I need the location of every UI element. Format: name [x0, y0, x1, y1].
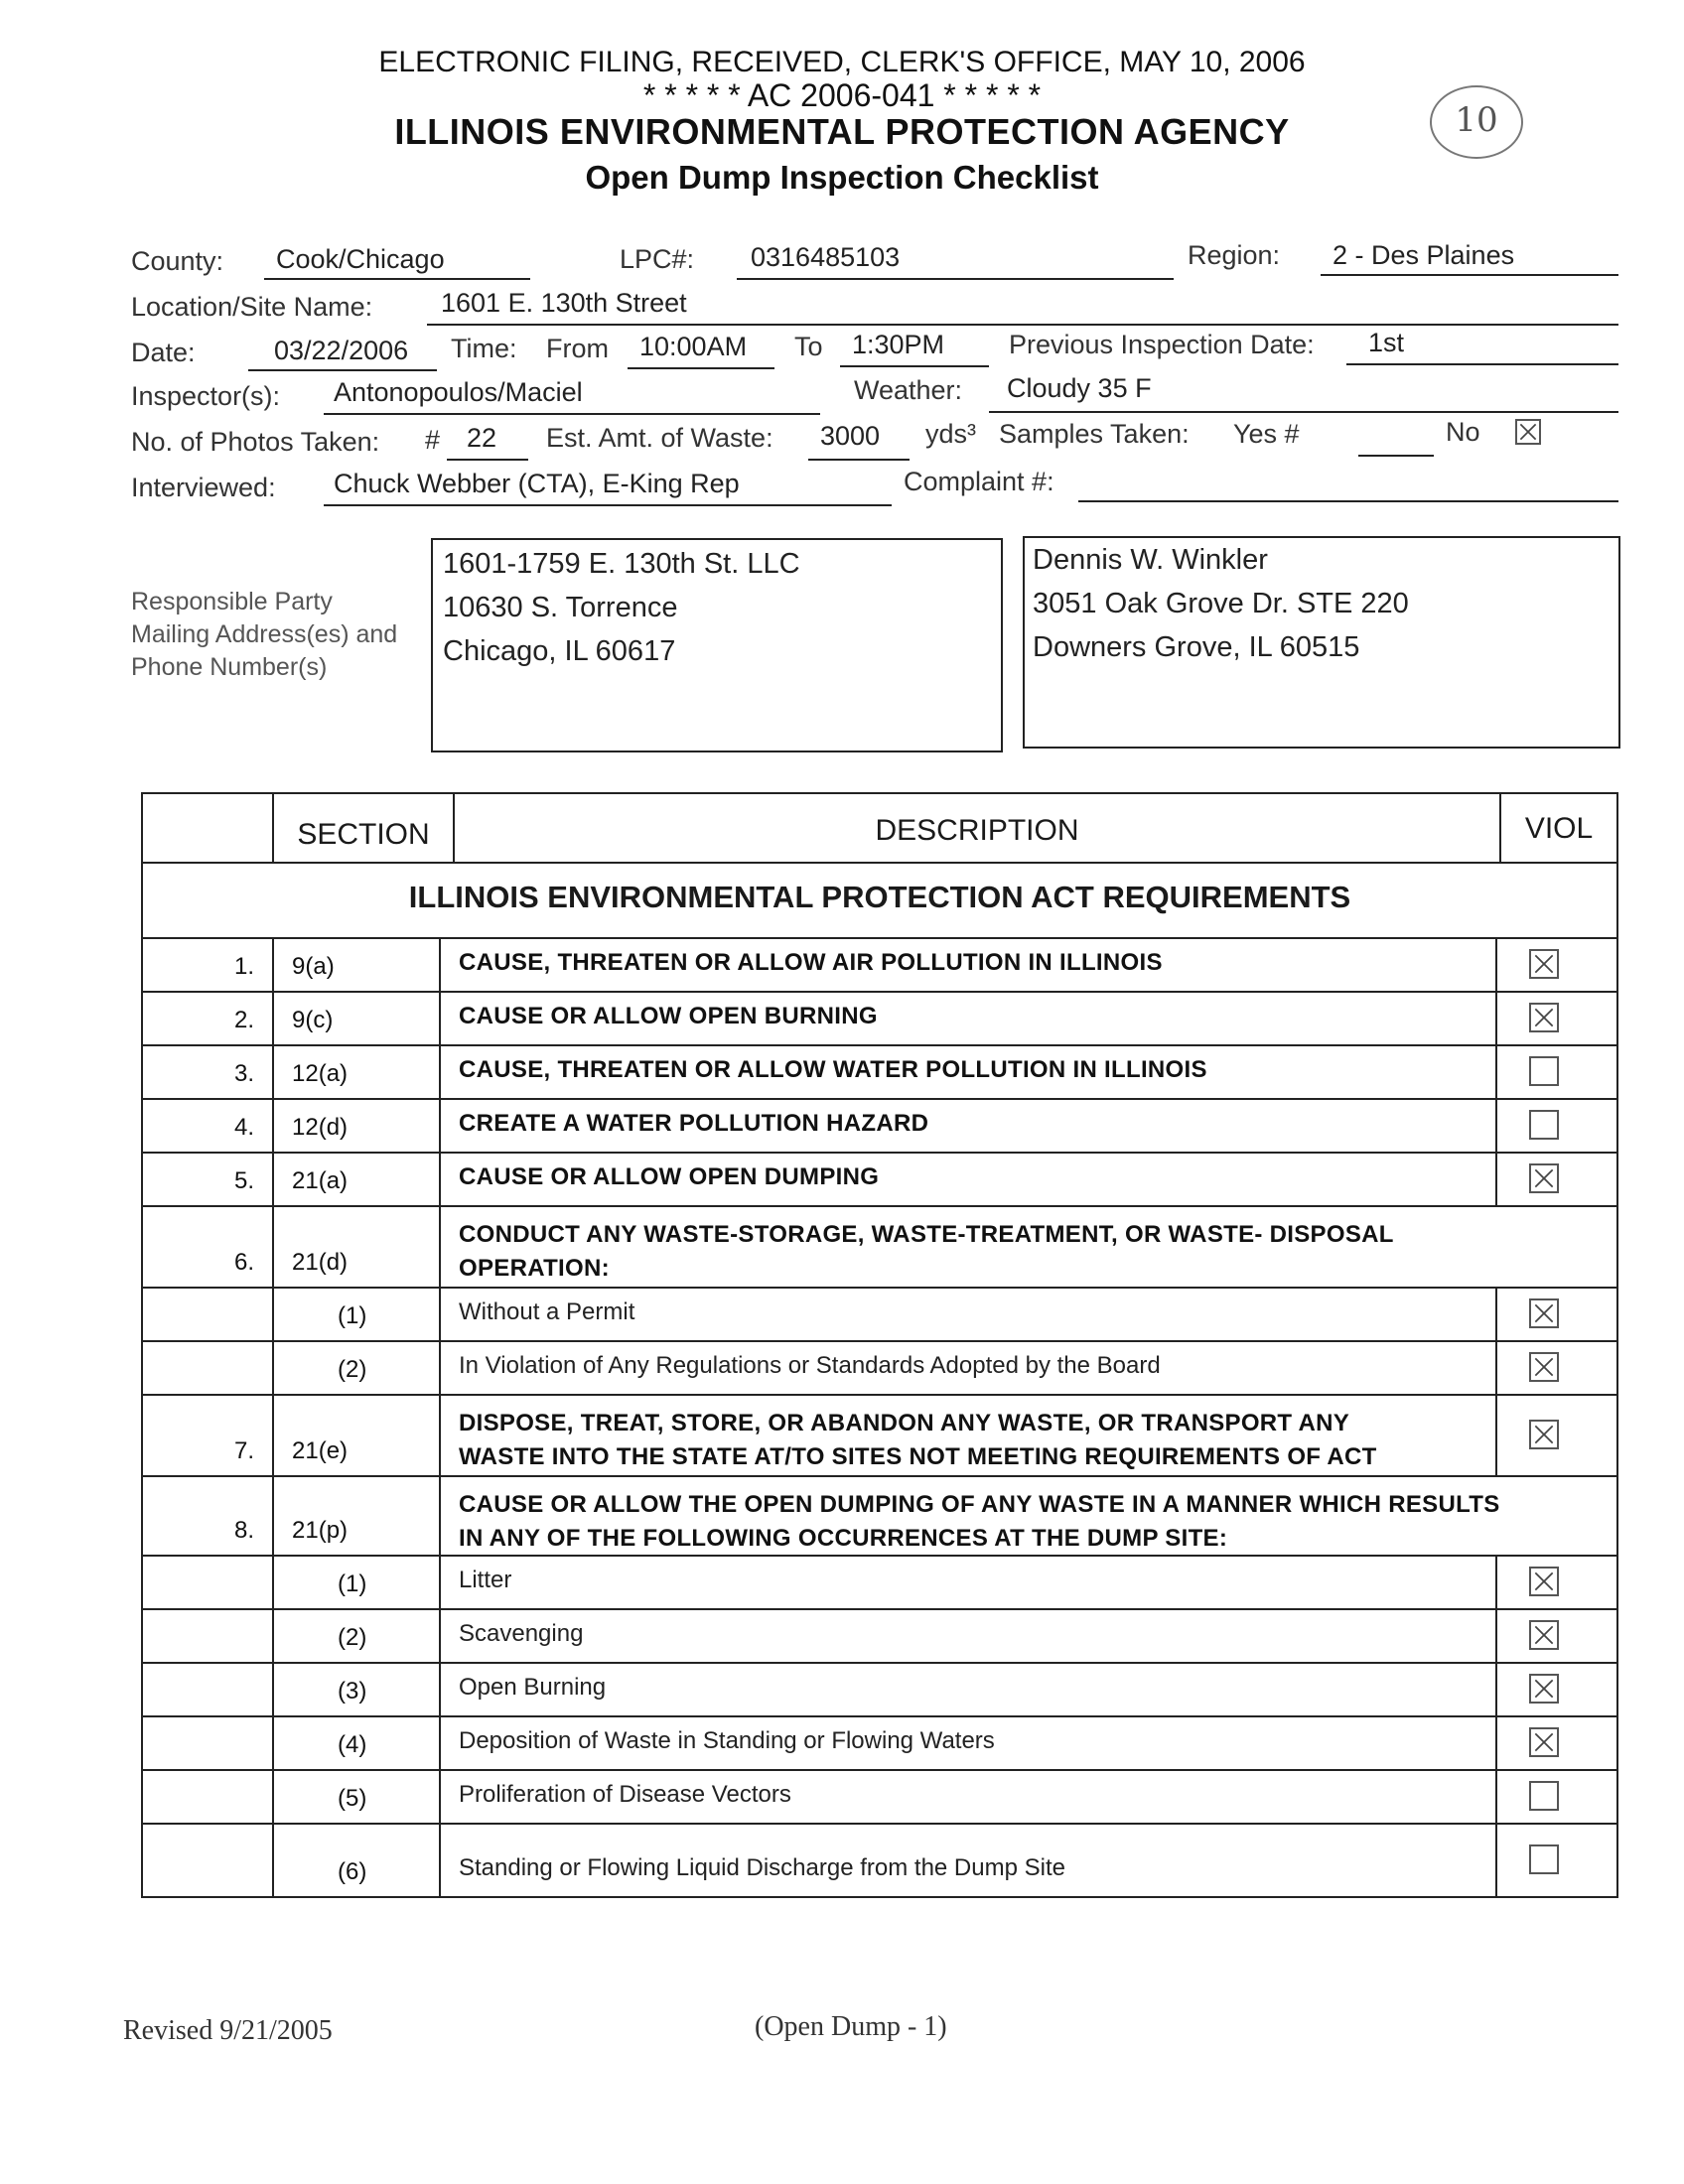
row-description: In Violation of Any Regulations or Standards Adopted by the Board [459, 1352, 1161, 1379]
weather-label: Weather: [854, 375, 963, 405]
table-row-divider [439, 1287, 441, 1340]
table-row-divider [1495, 1340, 1497, 1394]
row-section: 9(c) [292, 1007, 334, 1033]
county-value: Cook/Chicago [276, 244, 445, 274]
table-row-divider [439, 1662, 441, 1715]
violation-checkbox[interactable] [1529, 1844, 1559, 1874]
filing-stamp: ELECTRONIC FILING, RECEIVED, CLERK'S OFFICE, MAY 10, 2006 [378, 46, 1306, 78]
complaint-label: Complaint #: [904, 467, 1054, 496]
complaint-line[interactable] [1078, 500, 1618, 502]
table-row-divider [272, 1608, 274, 1662]
row-number: 8. [233, 1517, 254, 1544]
row-description-line-1: CAUSE OR ALLOW THE OPEN DUMPING OF ANY WASTE IN A MANNER WHICH RESULTS [459, 1491, 1500, 1518]
row-section: 9(a) [292, 953, 335, 980]
row-description-line-2: IN ANY OF THE FOLLOWING OCCURRENCES AT THE DUMP SITE: [459, 1525, 1228, 1552]
row-number: 7. [233, 1437, 254, 1464]
checkmark-x-icon [1531, 1676, 1557, 1702]
checkmark-x-icon [1531, 1569, 1557, 1594]
date-label: Date: [131, 338, 196, 367]
checkmark-x-icon [1531, 1622, 1557, 1648]
table-row-divider [272, 1475, 274, 1555]
violation-checkbox[interactable] [1529, 1727, 1559, 1757]
row-description: Open Burning [459, 1674, 607, 1701]
table-row-divider [1495, 1287, 1497, 1340]
row-number: 5. [233, 1167, 254, 1194]
table-row-divider [272, 1287, 274, 1340]
site-name-line [427, 324, 1618, 326]
form-title: Open Dump Inspection Checklist [585, 159, 1099, 196]
table-row-divider [439, 1152, 441, 1205]
photos-hash: # [425, 425, 441, 455]
region-line [1321, 274, 1618, 276]
table-row-divider [1495, 937, 1497, 991]
table-header-rule [141, 862, 1618, 864]
previous-inspection-line [1346, 363, 1618, 365]
table-row-rule [141, 1555, 1618, 1557]
table-row-divider [439, 1715, 441, 1769]
row-section: (5) [338, 1785, 367, 1812]
time-from-line [628, 367, 774, 369]
table-row-divider [272, 1555, 274, 1608]
table-row-divider [1495, 1394, 1497, 1475]
table-row-divider [1495, 1152, 1497, 1205]
table-row-divider [439, 1608, 441, 1662]
row-number: 6. [233, 1249, 254, 1276]
table-row-rule [141, 1098, 1618, 1100]
table-banner-rule [141, 937, 1618, 939]
table-row-divider [1495, 1608, 1497, 1662]
table-row-divider [439, 991, 441, 1044]
inspector-line [324, 413, 820, 415]
party2-line-2: 3051 Oak Grove Dr. STE 220 [1033, 588, 1409, 619]
row-description: Without a Permit [459, 1298, 635, 1325]
row-section: (3) [338, 1678, 367, 1705]
table-row-divider [1495, 1555, 1497, 1608]
time-to-label: To [794, 332, 823, 361]
table-row-divider [272, 1715, 274, 1769]
table-row-divider [1495, 1823, 1497, 1896]
table-row-rule [141, 1340, 1618, 1342]
row-section: (2) [338, 1624, 367, 1651]
table-row-divider [439, 1555, 441, 1608]
interviewed-value: Chuck Webber (CTA), E-King Rep [334, 469, 740, 498]
row-section: 21(a) [292, 1167, 349, 1194]
table-row-divider [1495, 991, 1497, 1044]
violation-checkbox[interactable] [1529, 1163, 1559, 1193]
photos-value: 22 [467, 423, 497, 453]
waste-label: Est. Amt. of Waste: [546, 423, 773, 453]
table-row-divider [439, 1394, 441, 1475]
row-number: 3. [233, 1060, 254, 1087]
table-row-rule [141, 1608, 1618, 1610]
waste-line [808, 459, 910, 461]
table-row-divider [272, 1394, 274, 1475]
row-description: Deposition of Waste in Standing or Flowing Waters [459, 1727, 995, 1754]
table-row-divider [272, 1340, 274, 1394]
date-value: 03/22/2006 [274, 336, 409, 365]
table-top-rule [141, 792, 1618, 794]
lpc-value: 0316485103 [751, 242, 901, 272]
county-label: County: [131, 246, 224, 276]
row-description-line-1: DISPOSE, TREAT, STORE, OR ABANDON ANY WASTE, OR TRANSPORT ANY [459, 1410, 1350, 1436]
samples-label: Samples Taken: [999, 419, 1190, 449]
checkmark-x-icon [1531, 1300, 1557, 1326]
site-name-label: Location/Site Name: [131, 292, 373, 322]
revised-date: Revised 9/21/2005 [123, 2015, 333, 2046]
samples-yes-label: Yes # [1233, 419, 1300, 449]
checkmark-x-icon [1531, 1729, 1557, 1755]
table-row-divider [272, 991, 274, 1044]
handwritten-note: 10 [1430, 85, 1523, 159]
row-section: 21(p) [292, 1517, 349, 1544]
case-number: * * * * * AC 2006-041 * * * * * [642, 77, 1042, 113]
checkmark-x-icon [1517, 421, 1539, 443]
row-description-line-2: WASTE INTO THE STATE AT/TO SITES NOT MEETING REQUIREMENTS OF ACT [459, 1443, 1377, 1470]
table-row-rule [141, 1475, 1618, 1477]
table-row-divider [272, 1044, 274, 1098]
table-row-rule [141, 1715, 1618, 1717]
table-row-divider [439, 1823, 441, 1896]
table-row-divider [439, 1475, 441, 1555]
waste-value: 3000 [820, 421, 881, 451]
viol-column-header: VIOL [1524, 812, 1594, 845]
samples-no-checkbox[interactable] [1515, 419, 1541, 445]
checkmark-x-icon [1531, 1422, 1557, 1447]
violation-checkbox[interactable] [1529, 1110, 1559, 1140]
violation-checkbox[interactable] [1529, 1056, 1559, 1086]
time-to-value: 1:30PM [852, 330, 945, 359]
violation-checkbox[interactable] [1529, 1352, 1559, 1382]
violation-checkbox[interactable] [1529, 1420, 1559, 1449]
violation-checkbox[interactable] [1529, 949, 1559, 979]
violation-checkbox[interactable] [1529, 1620, 1559, 1650]
description-column-header: DESCRIPTION [875, 814, 1079, 847]
row-description: CAUSE OR ALLOW OPEN DUMPING [459, 1163, 880, 1190]
row-section: (1) [338, 1570, 367, 1597]
violation-checkbox[interactable] [1529, 1674, 1559, 1704]
interviewed-label: Interviewed: [131, 473, 276, 502]
party1-line-3: Chicago, IL 60617 [443, 635, 676, 667]
party1-line-2: 10630 S. Torrence [443, 592, 678, 623]
table-row-divider [439, 1044, 441, 1098]
table-row-divider [439, 1205, 441, 1287]
row-number: 4. [233, 1114, 254, 1141]
row-section: 12(d) [292, 1114, 349, 1141]
waste-unit: yds³ [925, 419, 977, 449]
table-row-divider [439, 1098, 441, 1152]
table-row-rule [141, 1394, 1618, 1396]
agency-title: ILLINOIS ENVIRONMENTAL PROTECTION AGENCY [394, 111, 1290, 152]
row-section: (1) [338, 1302, 367, 1329]
table-row-divider [439, 1340, 441, 1394]
party2-line-1: Dennis W. Winkler [1033, 544, 1268, 576]
table-row-divider [272, 1823, 274, 1896]
previous-inspection-label: Previous Inspection Date: [1009, 330, 1315, 359]
row-section: 21(e) [292, 1437, 349, 1464]
lpc-line [737, 278, 1174, 280]
time-to-line [840, 365, 989, 367]
table-row-rule [141, 991, 1618, 993]
table-row-rule [141, 1152, 1618, 1154]
row-description: Proliferation of Disease Vectors [459, 1781, 791, 1808]
weather-line [989, 411, 1618, 413]
row-section: (6) [338, 1858, 367, 1885]
inspector-value: Antonopoulos/Maciel [334, 377, 583, 407]
inspector-label: Inspector(s): [131, 381, 281, 411]
table-row-divider [1495, 1715, 1497, 1769]
checkmark-x-icon [1531, 1165, 1557, 1191]
page-label: (Open Dump - 1) [755, 2011, 947, 2042]
table-row-rule [141, 1287, 1618, 1289]
table-row-rule [141, 1662, 1618, 1664]
county-line [264, 278, 530, 280]
photos-label: No. of Photos Taken: [131, 427, 380, 457]
row-description: CAUSE, THREATEN OR ALLOW WATER POLLUTION IN ILLINOIS [459, 1056, 1207, 1083]
table-left-rule [141, 794, 143, 1896]
samples-yes-line[interactable] [1358, 455, 1434, 457]
row-number: 1. [233, 953, 254, 980]
section-column-header: SECTION [297, 818, 430, 851]
time-from-label: From [546, 334, 609, 363]
row-section: (2) [338, 1356, 367, 1383]
violation-checkbox[interactable] [1529, 1781, 1559, 1811]
party1-line-1: 1601-1759 E. 130th St. LLC [443, 548, 800, 580]
table-row-divider [1495, 1662, 1497, 1715]
row-description: Standing or Flowing Liquid Discharge from the Dump Site [459, 1854, 1065, 1881]
row-description: Litter [459, 1567, 512, 1593]
interviewed-line [324, 504, 892, 506]
time-from-value: 10:00AM [639, 332, 748, 361]
table-row-rule [141, 1896, 1618, 1898]
site-name-value: 1601 E. 130th Street [441, 288, 687, 318]
lpc-label: LPC#: [620, 244, 695, 274]
violation-checkbox[interactable] [1529, 1003, 1559, 1032]
samples-no-label: No [1446, 417, 1480, 447]
table-row-divider [272, 1769, 274, 1823]
table-row-divider [272, 1152, 274, 1205]
table-row-divider [272, 1098, 274, 1152]
table-row-divider [1495, 1098, 1497, 1152]
table-right-rule [1616, 794, 1618, 1896]
row-description: CAUSE, THREATEN OR ALLOW AIR POLLUTION IN ILLINOIS [459, 949, 1163, 976]
row-section: (4) [338, 1731, 367, 1758]
violation-checkbox[interactable] [1529, 1567, 1559, 1596]
table-row-divider [439, 1769, 441, 1823]
row-description: Scavenging [459, 1620, 584, 1647]
region-value: 2 - Des Plaines [1333, 240, 1515, 270]
table-row-divider [272, 1662, 274, 1715]
region-label: Region: [1188, 240, 1281, 270]
table-row-rule [141, 1769, 1618, 1771]
responsible-party-label: Responsible Party Mailing Address(es) and Phone Number(s) [131, 588, 398, 681]
date-line [248, 369, 437, 371]
party2-line-3: Downers Grove, IL 60515 [1033, 631, 1360, 663]
checkmark-x-icon [1531, 1354, 1557, 1380]
table-row-rule [141, 1205, 1618, 1207]
row-section: 12(a) [292, 1060, 349, 1087]
row-description: CAUSE OR ALLOW OPEN BURNING [459, 1003, 878, 1029]
checkmark-x-icon [1531, 951, 1557, 977]
table-row-divider [1495, 1769, 1497, 1823]
table-row-divider [439, 937, 441, 991]
violation-checkbox[interactable] [1529, 1298, 1559, 1328]
row-description-line-1: CONDUCT ANY WASTE-STORAGE, WASTE-TREATMENT, OR WASTE- DISPOSAL [459, 1221, 1394, 1248]
table-row-divider [1495, 1044, 1497, 1098]
weather-value: Cloudy 35 F [1007, 373, 1152, 403]
row-description: CREATE A WATER POLLUTION HAZARD [459, 1110, 929, 1137]
row-number: 2. [233, 1007, 254, 1033]
table-row-divider [272, 1205, 274, 1287]
time-label: Time: [451, 334, 517, 363]
row-section: 21(d) [292, 1249, 349, 1276]
table-row-divider [272, 937, 274, 991]
row-description-line-2: OPERATION: [459, 1255, 610, 1282]
checkmark-x-icon [1531, 1005, 1557, 1030]
photos-line [447, 459, 528, 461]
act-requirements-banner: ILLINOIS ENVIRONMENTAL PROTECTION ACT REQUIREMENTS [408, 880, 1351, 914]
table-row-rule [141, 1044, 1618, 1046]
table-row-rule [141, 1823, 1618, 1825]
previous-inspection-value: 1st [1368, 328, 1405, 357]
